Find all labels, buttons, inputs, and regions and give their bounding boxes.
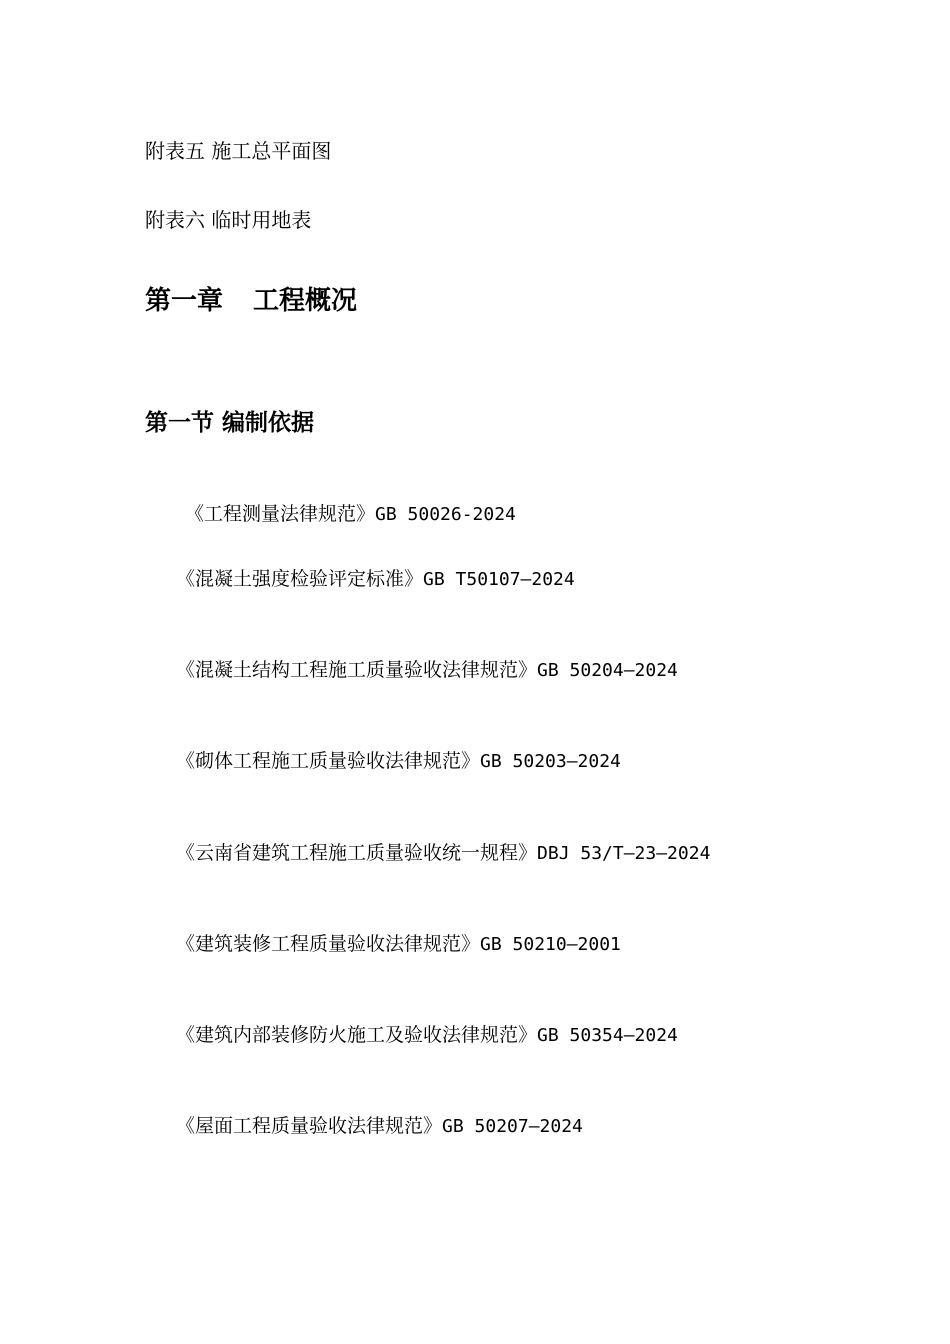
- reference-name: 《建筑内部装修防火施工及验收法律规范》: [176, 1024, 538, 1046]
- section-number: 第一节: [145, 410, 214, 436]
- reference-code: GB 50026-2024: [375, 504, 516, 525]
- reference-code: GB 50207—2024: [442, 1116, 583, 1137]
- reference-name: 《混凝土结构工程施工质量验收法律规范》: [176, 659, 538, 681]
- section-title: 编制依据: [222, 410, 315, 436]
- appendix-label: 附表五: [145, 139, 205, 163]
- reference-name: 《混凝土强度检验评定标准》: [176, 568, 424, 590]
- reference-code: GB T50107—2024: [423, 569, 575, 590]
- appendix-title: 施工总平面图: [211, 139, 332, 163]
- reference-item: [176, 1026, 678, 1045]
- chapter-title: 工程概况: [253, 286, 358, 316]
- section-heading: [145, 412, 314, 435]
- appendix-label: 附表六: [145, 208, 205, 232]
- reference-code: GB 50204—2024: [537, 660, 678, 681]
- reference-name: 《工程测量法律规范》: [185, 503, 376, 525]
- reference-name: 《建筑装修工程质量验收法律规范》: [176, 933, 481, 955]
- reference-code: GB 50210—2001: [480, 934, 621, 955]
- reference-name: 《砌体工程施工质量验收法律规范》: [176, 750, 481, 772]
- reference-item: [176, 752, 621, 771]
- reference-item: [185, 505, 516, 524]
- reference-item: [176, 1117, 583, 1136]
- reference-name: 《云南省建筑工程施工质量验收统一规程》: [176, 842, 538, 864]
- appendix-item-6: [145, 210, 311, 230]
- appendix-item-5: [145, 141, 331, 161]
- chapter-heading: [145, 288, 357, 314]
- appendix-title: 临时用地表: [211, 208, 312, 232]
- reference-item: [176, 661, 678, 680]
- reference-item: [176, 570, 575, 589]
- reference-name: 《屋面工程质量验收法律规范》: [176, 1115, 443, 1137]
- reference-item: [176, 935, 621, 954]
- reference-code: GB 50203—2024: [480, 751, 621, 772]
- chapter-number: 第一章: [145, 286, 224, 316]
- reference-code: GB 50354—2024: [537, 1025, 678, 1046]
- reference-code: DBJ 53/T—23—2024: [537, 843, 711, 864]
- reference-item: [176, 844, 710, 863]
